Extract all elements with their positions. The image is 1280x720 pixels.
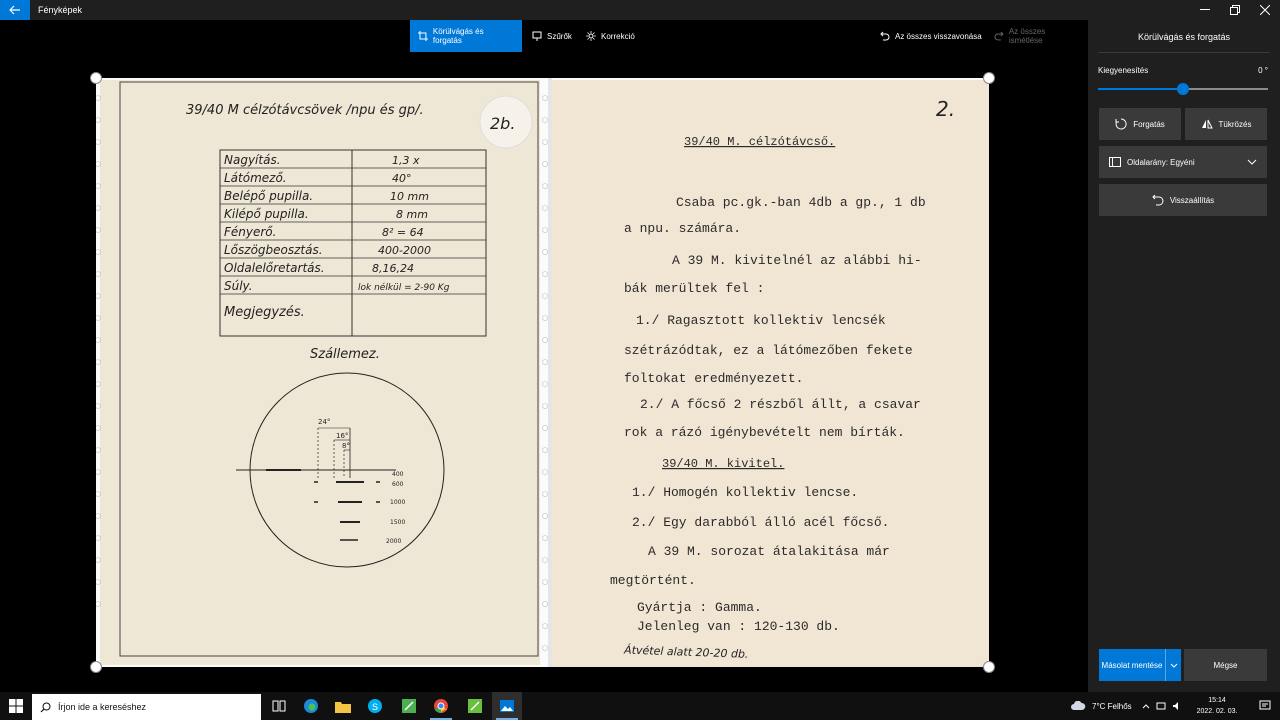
svg-text:S: S bbox=[372, 702, 379, 712]
edge-icon bbox=[303, 698, 319, 714]
reticle-range: 600 bbox=[392, 481, 404, 488]
text-line: foltokat eredményezett. bbox=[624, 371, 804, 386]
crop-handle-top-left[interactable] bbox=[90, 72, 102, 84]
aspect-ratio-dropdown[interactable] bbox=[1099, 146, 1267, 178]
text-line: megtörtént. bbox=[610, 573, 696, 588]
table-label: Oldalelőretartás. bbox=[224, 261, 325, 275]
text-line: szétrázódtak, ez a látómezőben fekete bbox=[624, 343, 913, 358]
chevron-up-icon bbox=[1142, 704, 1150, 709]
tab-crop-rotate[interactable] bbox=[410, 20, 522, 52]
system-tray bbox=[1070, 692, 1182, 720]
text-line: Csaba pc.gk.-ban 4db a gp., 1 db bbox=[676, 195, 926, 210]
table-label: Nagyítás. bbox=[224, 153, 281, 167]
cancel-button[interactable]: Mégse bbox=[1184, 649, 1267, 681]
right-title: 39/40 M. célzótávcső. bbox=[684, 135, 836, 149]
text-line: A 39 M. kivitelnél az alábbi hi- bbox=[672, 253, 922, 268]
flip-icon bbox=[1201, 118, 1213, 130]
chrome-app-button[interactable] bbox=[426, 692, 456, 720]
reticle-mark: 24° bbox=[318, 418, 331, 426]
taskbar bbox=[0, 692, 1280, 720]
right-subtitle: 39/40 M. kivitel. bbox=[662, 457, 785, 471]
handwritten-note: Átvétel alatt 20-20 db. bbox=[623, 643, 749, 661]
crop-icon bbox=[418, 31, 428, 41]
filters-icon bbox=[532, 31, 542, 41]
straighten-slider[interactable] bbox=[1098, 88, 1268, 90]
skype-icon bbox=[367, 698, 383, 714]
text-line: a npu. számára. bbox=[624, 221, 742, 236]
reset-label: Visszaállítás bbox=[1169, 195, 1215, 205]
table-label: Lőszögbeosztás. bbox=[224, 243, 323, 257]
notes-icon bbox=[401, 698, 417, 714]
tab-filters-label: Szűrők bbox=[547, 31, 572, 41]
save-options-button[interactable] bbox=[1165, 649, 1181, 681]
text-line: Gyártja : Gamma. bbox=[637, 600, 762, 615]
edit-toolbar bbox=[0, 20, 1088, 52]
reticle-title: Szállemez. bbox=[310, 347, 380, 362]
document-scan bbox=[96, 78, 989, 667]
text-line: 2./ A főcső 2 részből állt, a csavar bbox=[640, 397, 921, 412]
notification-icon bbox=[1259, 700, 1271, 712]
reset-button[interactable] bbox=[1099, 184, 1267, 216]
text-line: 1./ Ragasztott kollektiv lencsék bbox=[636, 313, 886, 328]
network-icon bbox=[1156, 701, 1166, 711]
back-button[interactable] bbox=[0, 0, 30, 20]
restore-icon bbox=[1230, 5, 1240, 15]
start-button[interactable] bbox=[0, 692, 32, 720]
table-value: 8² = 64 bbox=[382, 226, 424, 239]
table-label: Súly. bbox=[224, 279, 253, 293]
clock-time: 15:14 bbox=[1208, 697, 1226, 704]
table-value: 8 mm bbox=[396, 208, 428, 221]
undo-all-label: Az összes visszavonása bbox=[895, 31, 982, 41]
pen-icon bbox=[467, 698, 483, 714]
table-value: 1,3 x bbox=[392, 154, 420, 167]
back-arrow-icon bbox=[9, 5, 21, 15]
photos-app-button[interactable] bbox=[492, 692, 522, 720]
search-icon bbox=[40, 702, 51, 713]
edge-app-button[interactable] bbox=[296, 692, 326, 720]
right-page-number: 2. bbox=[936, 97, 956, 121]
reticle-range: 1000 bbox=[390, 499, 406, 506]
straighten-label: Kiegyenesítés bbox=[1098, 66, 1149, 75]
notifications-button[interactable] bbox=[1250, 692, 1280, 720]
notes-app-button[interactable] bbox=[394, 692, 424, 720]
weather-text[interactable]: 7°C Felhős bbox=[1092, 701, 1132, 711]
search-placeholder: Írjon ide a kereséshez bbox=[58, 702, 147, 712]
undo-icon bbox=[880, 31, 890, 41]
tab-adjust[interactable] bbox=[578, 20, 643, 52]
restore-button[interactable] bbox=[1220, 0, 1250, 20]
mail-app-button[interactable] bbox=[360, 692, 390, 720]
table-label: Kilépő pupilla. bbox=[224, 207, 309, 221]
table-label: Fényerő. bbox=[224, 225, 277, 239]
crop-handle-bottom-left[interactable] bbox=[90, 661, 102, 673]
tab-crop-rotate-label: Körülvágás és forgatás bbox=[432, 27, 484, 45]
taskbar-clock[interactable] bbox=[1192, 695, 1242, 717]
folder-icon bbox=[335, 700, 351, 713]
reset-icon bbox=[1152, 194, 1164, 206]
text-line: 1./ Homogén kollektiv lencse. bbox=[632, 485, 859, 500]
text-line: rok a rázó igénybevételt nem bírták. bbox=[624, 425, 905, 440]
adjust-sun-icon bbox=[586, 31, 596, 41]
file-explorer-button[interactable] bbox=[328, 692, 358, 720]
close-button[interactable] bbox=[1250, 0, 1280, 20]
taskbar-search-input[interactable] bbox=[32, 694, 261, 720]
reticle-mark: 16° bbox=[336, 432, 349, 440]
tab-filters[interactable] bbox=[524, 20, 580, 52]
undo-all-button[interactable] bbox=[872, 20, 990, 52]
table-value: 400-2000 bbox=[378, 244, 431, 257]
rotate-label: Forgatás bbox=[1133, 119, 1165, 129]
crop-handle-top-right[interactable] bbox=[983, 72, 995, 84]
crop-handle-bottom-right[interactable] bbox=[983, 661, 995, 673]
task-view-icon bbox=[272, 700, 286, 712]
table-label: Megjegyzés. bbox=[224, 305, 305, 320]
clock-date: 2022. 02. 03. bbox=[1196, 708, 1238, 715]
aspect-ratio-icon bbox=[1109, 157, 1121, 167]
slider-thumb[interactable] bbox=[1177, 83, 1189, 95]
rotate-icon bbox=[1115, 118, 1127, 130]
close-icon bbox=[1260, 5, 1270, 15]
minimize-icon bbox=[1200, 9, 1210, 11]
text-line: bák merültek fel : bbox=[624, 281, 765, 296]
cloud-icon bbox=[1070, 701, 1086, 711]
straighten-value: 0 ° bbox=[1258, 66, 1268, 75]
left-heading: 39/40 M célzótávcsövek /npu és gp/. bbox=[186, 103, 424, 118]
table-value: lok nélkül = 2-90 Kg bbox=[358, 283, 450, 293]
photos-icon bbox=[499, 699, 515, 713]
table-value: 8,16,24 bbox=[372, 262, 414, 275]
reticle-range: 400 bbox=[392, 471, 404, 478]
slider-fill bbox=[1098, 88, 1183, 90]
table-label: Belépő pupilla. bbox=[224, 189, 314, 203]
table-value: 40° bbox=[392, 172, 412, 185]
page-mark: 2b. bbox=[490, 114, 516, 133]
reticle-range: 1500 bbox=[390, 519, 406, 526]
flip-label: Tükrözés bbox=[1218, 119, 1252, 129]
app-title: Fényképek bbox=[38, 5, 83, 15]
redo-icon bbox=[994, 31, 1004, 41]
tab-adjust-label: Korrekció bbox=[601, 31, 635, 41]
title-bar bbox=[0, 0, 1280, 20]
rotate-button[interactable] bbox=[1099, 108, 1181, 140]
panel-divider bbox=[1098, 52, 1270, 53]
chevron-down-icon bbox=[1247, 159, 1257, 165]
save-copy-button[interactable] bbox=[1099, 649, 1181, 681]
table-label: Látómező. bbox=[224, 171, 287, 185]
pen-app-button[interactable] bbox=[460, 692, 490, 720]
document-photo bbox=[96, 78, 989, 667]
windows-logo-icon bbox=[9, 699, 23, 713]
redo-all-label: Az összes ismétlése bbox=[1008, 27, 1046, 45]
crop-panel bbox=[1088, 20, 1280, 692]
minimize-button[interactable] bbox=[1190, 0, 1220, 20]
text-line: Jelenleg van : 120-130 db. bbox=[637, 619, 840, 634]
task-view-button[interactable] bbox=[264, 692, 294, 720]
save-copy-label: Másolat mentése bbox=[1101, 660, 1163, 670]
chevron-down-icon bbox=[1170, 663, 1178, 668]
reticle-mark: 8° bbox=[342, 442, 350, 450]
redo-all-button[interactable] bbox=[986, 20, 1088, 52]
flip-button[interactable] bbox=[1185, 108, 1267, 140]
volume-icon bbox=[1172, 701, 1182, 711]
chrome-icon bbox=[433, 698, 449, 714]
aspect-ratio-label: Oldalarány: Egyéni bbox=[1127, 157, 1195, 167]
table-value: 10 mm bbox=[390, 190, 429, 203]
reticle-range: 2000 bbox=[386, 538, 402, 545]
text-line: 2./ Egy darabból álló acél főcső. bbox=[632, 515, 890, 530]
panel-title: Körülvágás és forgatás bbox=[1137, 32, 1231, 42]
text-line: A 39 M. sorozat átalakitása már bbox=[648, 544, 890, 559]
